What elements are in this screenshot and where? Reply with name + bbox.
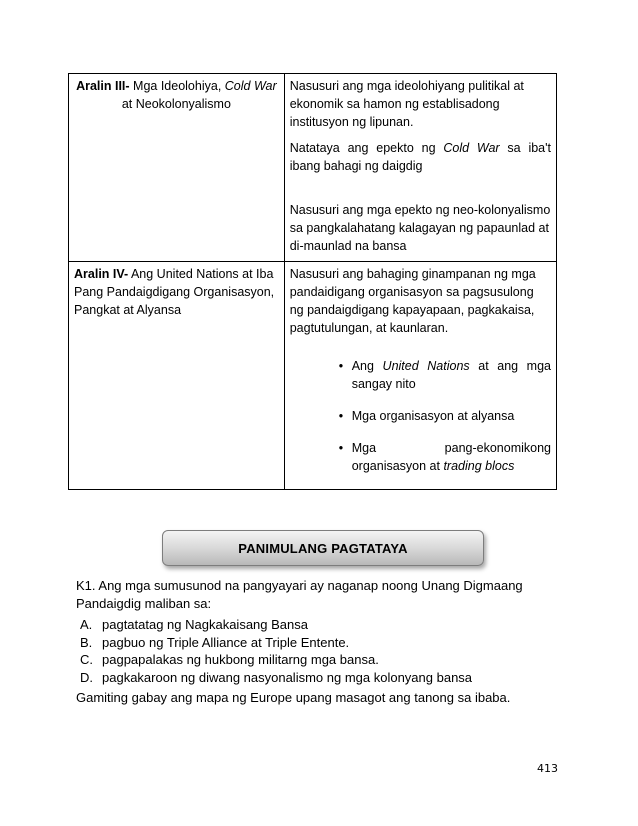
competency-text: Nasusuri ang mga epekto ng neo-kolonyalismo sa pangkalahatang kalagayan ng papaunlad at di-maunlad na bansa bbox=[289, 203, 551, 253]
competency-table bbox=[68, 73, 557, 490]
lesson-title-italic: Cold War bbox=[224, 79, 277, 93]
table-row bbox=[69, 262, 557, 490]
competency-text-part: Natataya ang epekto ng bbox=[289, 141, 444, 155]
bullet-icon: • bbox=[338, 409, 344, 423]
lesson-title-part: at Neokolonyalismo bbox=[121, 97, 231, 111]
choice-list bbox=[76, 616, 472, 686]
table-row bbox=[69, 74, 557, 262]
page-number: 413 bbox=[537, 762, 558, 775]
list-item: • Mga organisasyon at alyansa bbox=[338, 409, 515, 423]
bullet-icon: • bbox=[338, 359, 344, 373]
banner-title: PANIMULANG PAGTATAYA bbox=[238, 540, 408, 556]
lesson-label: Aralin IV- bbox=[74, 267, 129, 281]
choice-item bbox=[76, 651, 472, 669]
choice-text: pagtatatag ng Nagkakaisang Bansa bbox=[102, 617, 308, 632]
lesson-cell bbox=[69, 74, 285, 262]
choice-letter: C. bbox=[80, 652, 93, 667]
competency-text-part: sa iba't ibang bahagi ng daigdig bbox=[289, 141, 551, 173]
competency-cell bbox=[284, 74, 556, 262]
competency-text bbox=[290, 139, 551, 175]
question-text: K1. Ang mga sumusunod na pangyayari ay naganap noong Unang Digmaang Pandaigdig maliban sa: bbox=[76, 578, 523, 611]
choice-item bbox=[76, 634, 472, 652]
competency-cell bbox=[284, 262, 556, 490]
choice-letter: A. bbox=[80, 617, 93, 632]
competency-text: Nasusuri ang mga ideolohiyang pulitikal at ekonomik sa hamon ng establisadong institusyon ng lipunan. bbox=[289, 79, 524, 129]
competency-text: Nasusuri ang bahaging ginampanan ng mga pandaidigang organisasyon sa pagsusulong ng pandaigdigang kapayapaan, pagkakaisa, pagtutulungan, at kaunlaran. bbox=[289, 267, 536, 335]
choice-letter: B. bbox=[80, 634, 93, 650]
lesson-title-part: Ang United Nations at Iba Pang Pandaigdigang Organisasyon, Pangkat at Alyansa bbox=[74, 267, 275, 317]
lesson-title-part: Mga Ideolohiya, bbox=[129, 79, 225, 93]
topic-list bbox=[290, 357, 551, 475]
list-item: • Ang United Nations at ang mga sangay nito bbox=[338, 359, 551, 391]
choice-text: pagbuo ng Triple Alliance at Triple Entente. bbox=[102, 634, 350, 650]
list-item: • Mga pang-ekonomikong organisasyon at trading blocs bbox=[338, 441, 551, 473]
lesson-label: Aralin III- bbox=[76, 79, 130, 93]
section-banner bbox=[162, 530, 484, 566]
choice-item bbox=[76, 616, 472, 634]
bullet-icon: • bbox=[338, 441, 344, 455]
lesson-cell bbox=[69, 262, 285, 490]
competency-italic: Cold War bbox=[443, 141, 500, 155]
choice-text: pagpapalakas ng hukbong militarng mga bansa. bbox=[102, 652, 379, 667]
choice-text: pagkakaroon ng diwang nasyonalismo ng mga kolonyang bansa bbox=[102, 669, 473, 685]
instruction-text: Gamiting gabay ang mapa ng Europe upang masagot ang tanong sa ibaba. bbox=[76, 690, 511, 705]
choice-letter: D. bbox=[80, 669, 93, 685]
choice-item bbox=[76, 669, 472, 687]
